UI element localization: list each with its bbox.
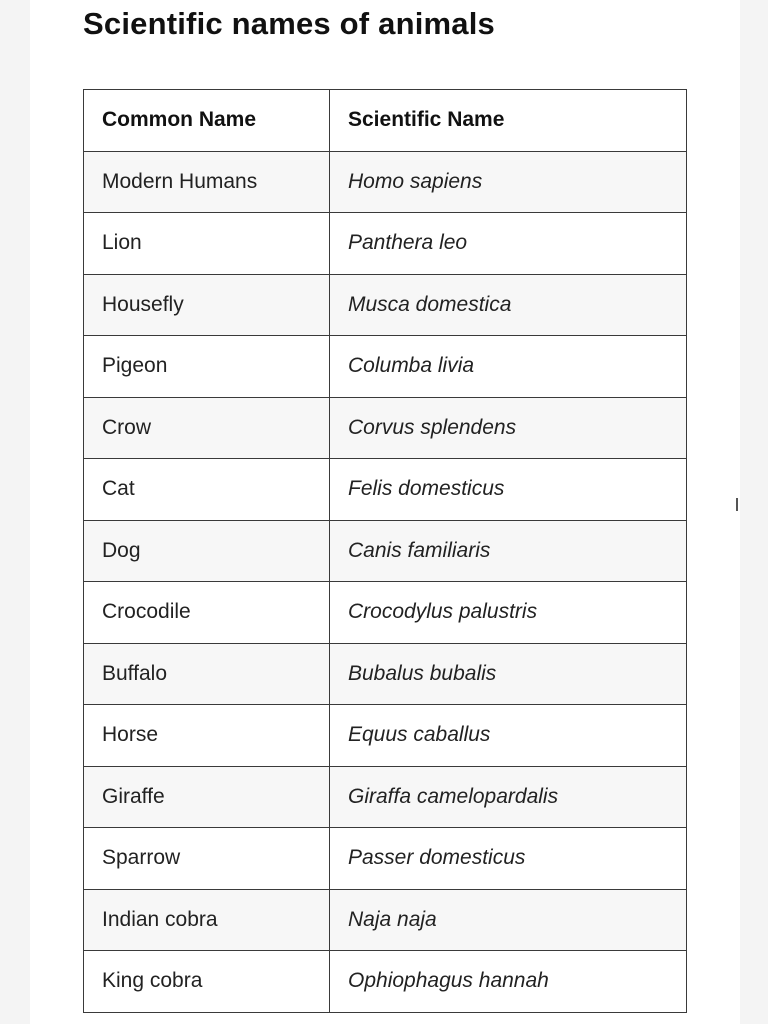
table-row — [84, 274, 687, 336]
common-name-cell: Dog — [84, 520, 330, 582]
animal-names-table — [83, 89, 687, 1013]
common-name-cell: Cat — [84, 459, 330, 521]
page-title: Scientific names of animals — [83, 6, 495, 41]
header-common-name: Common Name — [84, 90, 330, 152]
table-row — [84, 459, 687, 521]
common-name-cell: King cobra — [84, 951, 330, 1013]
scientific-name-cell: Crocodylus palustris — [330, 582, 687, 644]
scientific-name-cell: Naja naja — [330, 889, 687, 951]
common-name-cell: Modern Humans — [84, 151, 330, 213]
table-body — [84, 151, 687, 1012]
scientific-name-cell: Columba livia — [330, 336, 687, 398]
common-name-cell: Horse — [84, 705, 330, 767]
common-name-cell: Lion — [84, 213, 330, 275]
scientific-name-cell: Passer domesticus — [330, 828, 687, 890]
table-row — [84, 643, 687, 705]
scientific-name-cell: Panthera leo — [330, 213, 687, 275]
common-name-cell: Indian cobra — [84, 889, 330, 951]
common-name-cell: Sparrow — [84, 828, 330, 890]
scientific-name-cell: Felis domesticus — [330, 459, 687, 521]
table-row — [84, 951, 687, 1013]
common-name-cell: Housefly — [84, 274, 330, 336]
table-row — [84, 336, 687, 398]
scientific-name-cell: Giraffa camelopardalis — [330, 766, 687, 828]
scientific-name-cell: Canis familiaris — [330, 520, 687, 582]
scientific-name-cell: Musca domestica — [330, 274, 687, 336]
common-name-cell: Buffalo — [84, 643, 330, 705]
common-name-cell: Crocodile — [84, 582, 330, 644]
table-header-row — [84, 90, 687, 152]
common-name-cell: Giraffe — [84, 766, 330, 828]
scientific-name-cell: Homo sapiens — [330, 151, 687, 213]
table-row — [84, 889, 687, 951]
common-name-cell: Crow — [84, 397, 330, 459]
header-scientific-name: Scientific Name — [330, 90, 687, 152]
common-name-cell: Pigeon — [84, 336, 330, 398]
stray-mark — [736, 498, 738, 511]
table-row — [84, 705, 687, 767]
scientific-name-cell: Corvus splendens — [330, 397, 687, 459]
scientific-name-cell: Bubalus bubalis — [330, 643, 687, 705]
table-row — [84, 828, 687, 890]
scientific-name-cell: Ophiophagus hannah — [330, 951, 687, 1013]
table-row — [84, 582, 687, 644]
table-row — [84, 213, 687, 275]
table-row — [84, 151, 687, 213]
table-row — [84, 766, 687, 828]
table-row — [84, 520, 687, 582]
table-row — [84, 397, 687, 459]
scientific-name-cell: Equus caballus — [330, 705, 687, 767]
